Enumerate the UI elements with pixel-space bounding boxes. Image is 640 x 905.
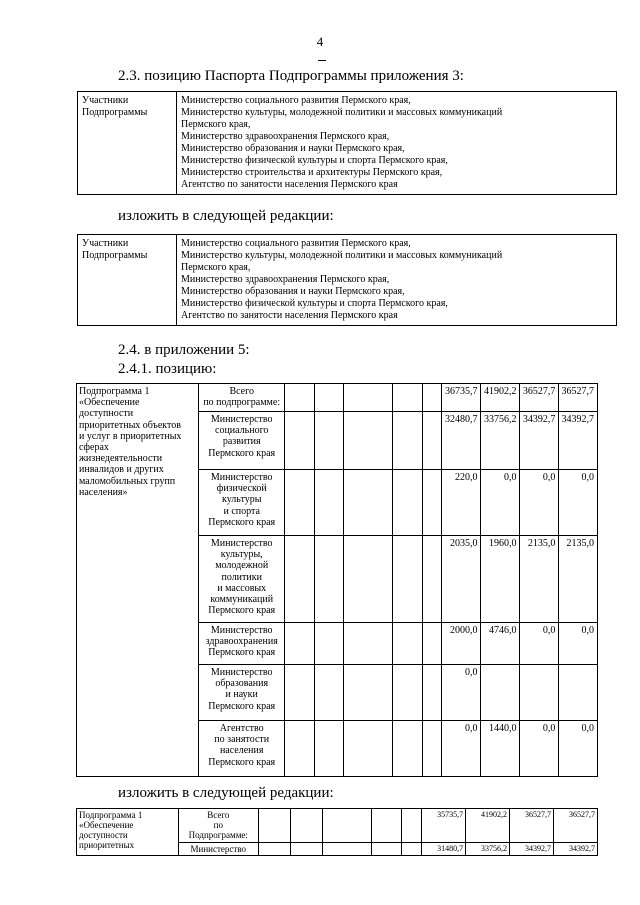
- empty-cell: [285, 665, 315, 721]
- agency-line: Министерство: [190, 844, 247, 854]
- participants-label: Участники: [82, 95, 129, 106]
- value-cell: 35735,7: [422, 809, 466, 843]
- empty-cell: [285, 721, 315, 777]
- value-cell: 0,0: [442, 721, 481, 777]
- participants-list-cell: [177, 92, 617, 195]
- agency-line: Всего: [207, 810, 230, 820]
- participant-line: Министерство строительства и архитектуры Пермского края,: [181, 167, 443, 178]
- agency-line: Пермского края: [208, 647, 276, 659]
- agency-line: Министерство: [210, 472, 273, 483]
- empty-cell: [344, 470, 393, 536]
- value-cell: 34392,7: [553, 843, 597, 856]
- empty-cell: [422, 384, 442, 412]
- empty-cell: [314, 536, 344, 623]
- value-cell: 33756,2: [466, 843, 510, 856]
- agency-cell: [199, 470, 285, 536]
- empty-cell: [314, 412, 344, 470]
- budget-table-old: [76, 383, 598, 777]
- empty-cell: [393, 721, 423, 777]
- value-cell: 0,0: [559, 721, 598, 777]
- empty-cell: [285, 623, 315, 665]
- program-name-line: «Обеспечение: [79, 397, 140, 409]
- agency-line: Пермского края: [208, 447, 276, 459]
- agency-line: молодежной: [215, 560, 269, 572]
- value-cell: 32480,7: [442, 412, 481, 470]
- section-2-4-1-heading: 2.4.1. позицию:: [118, 361, 217, 377]
- participants-table-new: [77, 234, 617, 326]
- empty-cell: [422, 470, 442, 536]
- agency-cell: [199, 412, 285, 470]
- empty-cell: [422, 665, 442, 721]
- agency-cell: [199, 384, 285, 412]
- empty-cell: [393, 412, 423, 470]
- agency-line: культуры,: [220, 549, 263, 561]
- value-cell: 1440,0: [481, 721, 520, 777]
- program-name-line: «Обеспечение: [79, 820, 134, 830]
- value-cell: 220,0: [442, 470, 481, 536]
- agency-line: Министерство: [210, 667, 273, 678]
- empty-cell: [285, 412, 315, 470]
- section-2-3-heading: 2.3. позицию Паспорта Подпрограммы приложения 3:: [118, 68, 464, 84]
- participant-line: Пермского края,: [181, 262, 251, 273]
- empty-cell: [422, 412, 442, 470]
- agency-line: Министерство: [210, 625, 273, 636]
- value-cell: 34392,7: [520, 412, 559, 470]
- agency-cell: [199, 721, 285, 777]
- empty-cell: [322, 809, 372, 843]
- empty-cell: [393, 623, 423, 665]
- empty-cell: [314, 384, 344, 412]
- empty-cell: [393, 665, 423, 721]
- agency-line: Пермского края: [208, 516, 276, 528]
- value-cell: 4746,0: [481, 623, 520, 665]
- participant-line: Министерство физической культуры и спорта Пермского края,: [181, 155, 448, 166]
- empty-cell: [422, 536, 442, 623]
- program-name-line: Подпрограмма 1: [79, 386, 150, 397]
- program-name-line: доступности: [79, 408, 134, 420]
- empty-cell: [344, 536, 393, 623]
- program-name-line: населения»: [79, 486, 128, 498]
- empty-cell: [290, 843, 322, 856]
- empty-cell: [344, 721, 393, 777]
- value-cell: 2135,0: [559, 536, 598, 623]
- agency-line: Пермского края: [208, 605, 276, 617]
- program-name-line: и услуг в приоритетных: [79, 430, 182, 442]
- value-cell: 0,0: [481, 470, 520, 536]
- agency-cell: [178, 809, 258, 843]
- participant-line: Министерство здравоохранения Пермского края,: [181, 274, 390, 285]
- value-cell: 36527,7: [520, 384, 559, 412]
- empty-cell: [402, 843, 422, 856]
- agency-line: образования: [215, 678, 269, 690]
- agency-line: по занятости: [214, 734, 270, 746]
- value-cell: 1960,0: [481, 536, 520, 623]
- value-cell: 34392,7: [510, 843, 554, 856]
- participant-line: Министерство культуры, молодежной политики и массовых коммуникаций: [181, 107, 503, 118]
- empty-cell: [258, 809, 290, 843]
- agency-line: Всего: [229, 386, 254, 397]
- agency-cell: [199, 665, 285, 721]
- value-cell: 41902,2: [481, 384, 520, 412]
- participant-line: Министерство социального развития Пермского края,: [181, 95, 411, 106]
- empty-cell: [314, 665, 344, 721]
- participants-label: Подпрограммы: [82, 107, 148, 118]
- program-name-cell: [77, 384, 199, 777]
- empty-cell: [402, 809, 422, 843]
- empty-cell: [285, 536, 315, 623]
- empty-cell: [372, 809, 402, 843]
- program-name-line: доступности: [79, 830, 128, 840]
- participants-label-cell: [78, 92, 177, 195]
- participant-line: Агентство по занятости населения Пермского края: [181, 179, 398, 190]
- participants-label-cell: [78, 235, 177, 326]
- empty-cell: [322, 843, 372, 856]
- value-cell: 0,0: [520, 623, 559, 665]
- agency-line: населения: [219, 745, 264, 757]
- participant-line: Агентство по занятости населения Пермского края: [181, 310, 398, 321]
- edit-instruction-1: изложить в следующей редакции:: [118, 208, 334, 224]
- participant-line: Министерство культуры, молодежной политики и массовых коммуникаций: [181, 250, 503, 261]
- program-name-line: приоритетных объектов: [79, 419, 181, 431]
- value-cell: 0,0: [559, 470, 598, 536]
- value-cell: 36527,7: [553, 809, 597, 843]
- value-cell: 2035,0: [442, 536, 481, 623]
- agency-cell: [199, 623, 285, 665]
- value-cell: 0,0: [559, 623, 598, 665]
- program-name-line: приоритетных: [79, 840, 135, 850]
- agency-line: физической: [216, 483, 267, 495]
- program-name-cell: [77, 809, 179, 856]
- empty-cell: [372, 843, 402, 856]
- agency-line: политики: [221, 571, 262, 583]
- value-cell: 36527,7: [559, 384, 598, 412]
- agency-line: Министерство: [210, 414, 273, 425]
- empty-cell: [393, 384, 423, 412]
- value-cell: 36735,7: [442, 384, 481, 412]
- agency-line: по: [213, 820, 223, 830]
- empty-cell: [393, 536, 423, 623]
- program-name-line: маломобильных групп: [79, 475, 176, 487]
- empty-cell: [344, 384, 393, 412]
- agency-line: Министерство: [210, 538, 273, 549]
- agency-line: Подпрограмме:: [188, 830, 248, 840]
- agency-line: и науки: [225, 689, 258, 701]
- participant-line: Министерство социального развития Пермского края,: [181, 238, 411, 249]
- participant-line: Министерство здравоохранения Пермского края,: [181, 131, 390, 142]
- page-mark: [318, 60, 326, 61]
- agency-line: и массовых: [217, 582, 267, 594]
- value-cell: 36527,7: [510, 809, 554, 843]
- agency-line: развития: [222, 436, 261, 448]
- empty-cell: [422, 623, 442, 665]
- program-name-line: жизнедеятельности: [79, 453, 163, 465]
- edit-instruction-2: изложить в следующей редакции:: [118, 785, 334, 801]
- agency-line: Агентство: [219, 723, 264, 734]
- empty-cell: [393, 470, 423, 536]
- value-cell: 0,0: [520, 721, 559, 777]
- agency-line: коммуникаций: [210, 594, 274, 606]
- agency-line: Пермского края: [208, 700, 276, 712]
- value-cell: [520, 665, 559, 721]
- agency-line: Пермского края: [208, 756, 276, 768]
- agency-line: здравоохранения: [205, 636, 278, 648]
- participant-line: Министерство образования и науки Пермского края,: [181, 286, 405, 297]
- program-name-line: сферах: [79, 442, 109, 454]
- empty-cell: [422, 721, 442, 777]
- value-cell: 34392,7: [559, 412, 598, 470]
- value-cell: [481, 665, 520, 721]
- empty-cell: [290, 809, 322, 843]
- empty-cell: [314, 623, 344, 665]
- value-cell: 31480,7: [422, 843, 466, 856]
- participants-label: Участники: [82, 238, 129, 249]
- participant-line: Министерство образования и науки Пермского края,: [181, 143, 405, 154]
- value-cell: 33756,2: [481, 412, 520, 470]
- value-cell: 41902,2: [466, 809, 510, 843]
- agency-line: культуры: [222, 494, 262, 506]
- participant-line: Министерство физической культуры и спорта Пермского края,: [181, 298, 448, 309]
- budget-table-new: [76, 808, 598, 856]
- agency-line: социального: [215, 425, 269, 437]
- value-cell: 2000,0: [442, 623, 481, 665]
- empty-cell: [314, 721, 344, 777]
- value-cell: 0,0: [442, 665, 481, 721]
- section-2-4-heading: 2.4. в приложении 5:: [118, 342, 250, 358]
- participant-line: Пермского края,: [181, 119, 251, 130]
- participants-table-old: [77, 91, 617, 195]
- agency-cell: [199, 536, 285, 623]
- agency-cell: [178, 843, 258, 856]
- participants-list-cell: [177, 235, 617, 326]
- empty-cell: [314, 470, 344, 536]
- empty-cell: [344, 665, 393, 721]
- participants-label: Подпрограммы: [82, 250, 148, 261]
- value-cell: [559, 665, 598, 721]
- page-number: 4: [316, 34, 324, 49]
- value-cell: 0,0: [520, 470, 559, 536]
- program-name-line: инвалидов и других: [79, 464, 164, 476]
- empty-cell: [258, 843, 290, 856]
- empty-cell: [285, 470, 315, 536]
- agency-line: по подпрограмме:: [203, 397, 281, 409]
- agency-line: и спорта: [223, 505, 260, 517]
- empty-cell: [285, 384, 315, 412]
- empty-cell: [344, 412, 393, 470]
- value-cell: 2135,0: [520, 536, 559, 623]
- program-name-line: Подпрограмма 1: [79, 810, 143, 820]
- empty-cell: [344, 623, 393, 665]
